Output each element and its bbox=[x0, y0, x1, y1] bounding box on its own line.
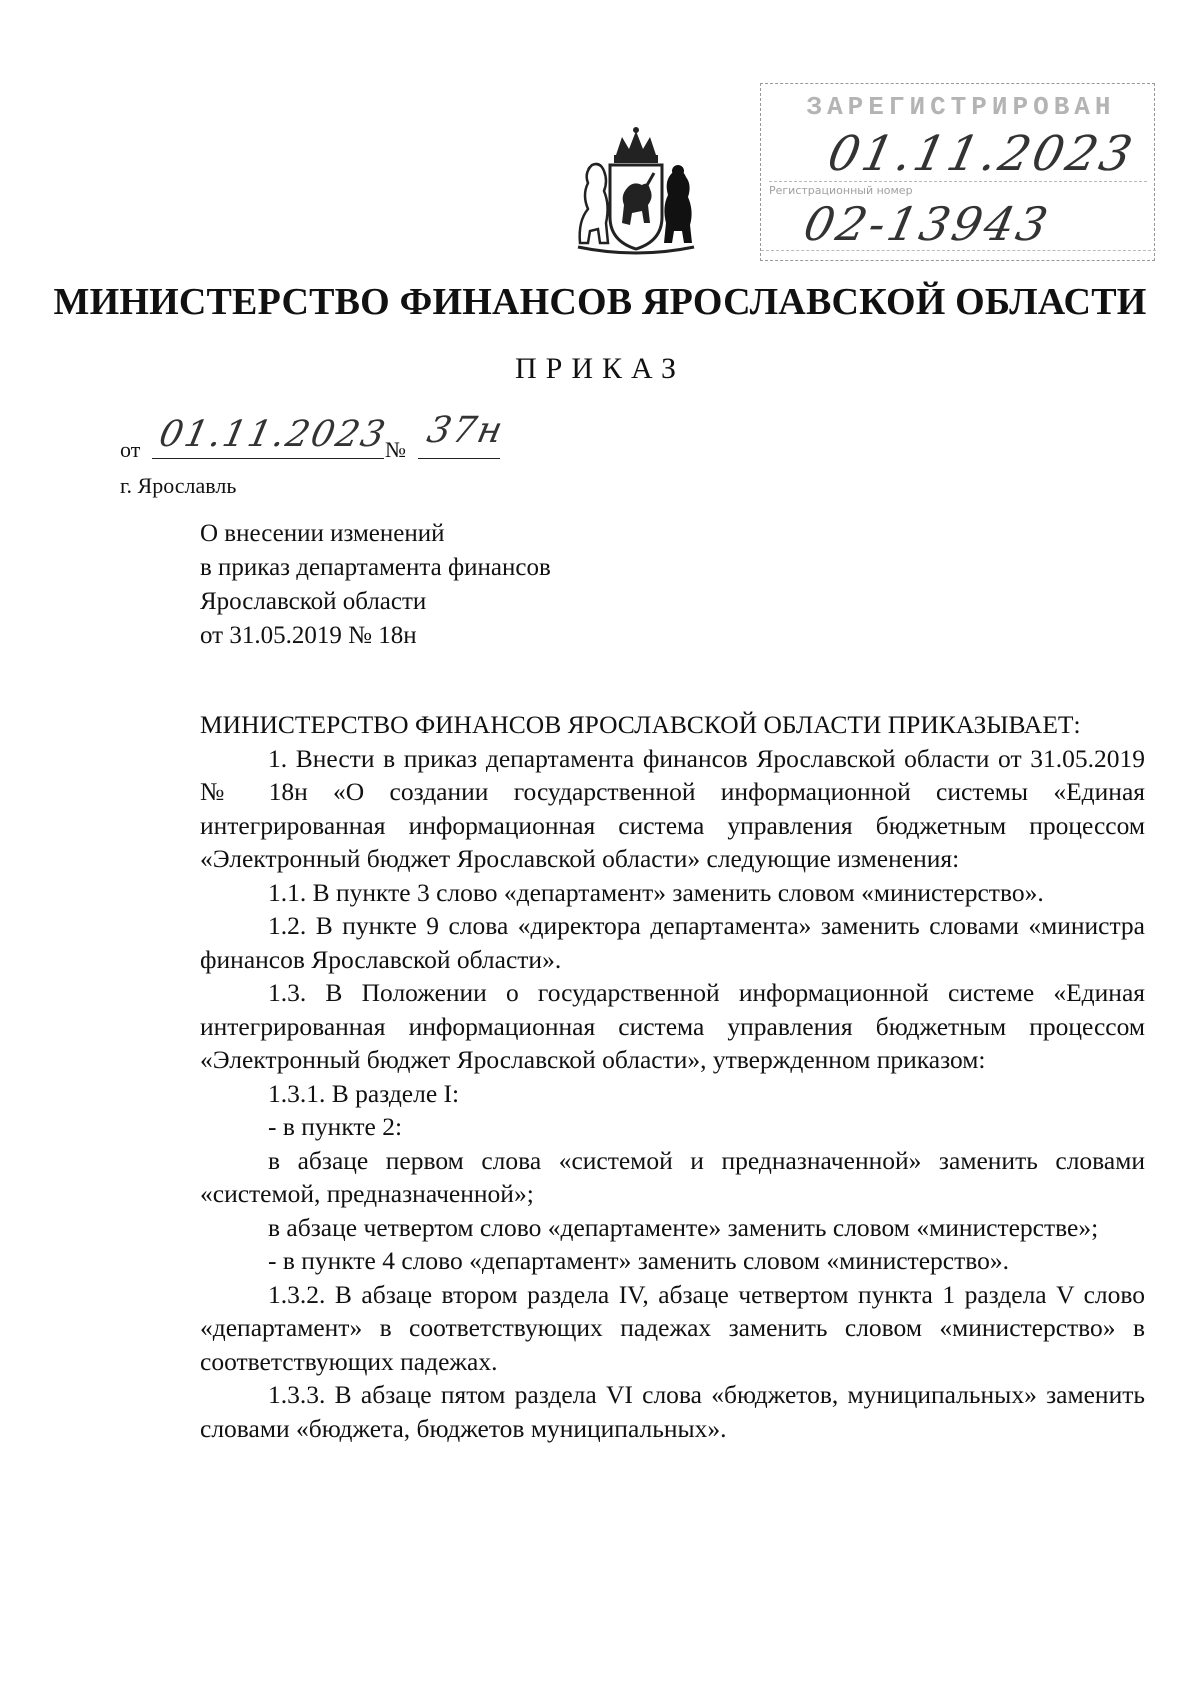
registration-stamp bbox=[760, 83, 1155, 261]
subject-line: в приказ департамента финансов bbox=[200, 554, 551, 581]
stamp-caption: Регистрационный номер bbox=[769, 181, 1147, 197]
order-subject bbox=[200, 517, 551, 653]
paragraph-abzats-1: в абзаце первом слова «системой и предназначенной» заменить словами «системой, предназначенной»; bbox=[200, 1145, 1145, 1208]
city: г. Ярославль bbox=[120, 473, 237, 498]
number-label: № bbox=[385, 437, 406, 462]
subject-line: О внесении изменений bbox=[200, 520, 445, 547]
paragraph-1: 1. Внести в приказ департамента финансов Ярославской области от 31.05.2019 № 18н «О создании государственной информационной системы «Единая интегрированная информационная система управления бюджетным процессом «Электронный бюджет Ярославской области» следующие изменения: bbox=[200, 743, 1145, 873]
preamble: МИНИСТЕРСТВО ФИНАНСОВ ЯРОСЛАВСКОЙ ОБЛАСТИ ПРИКАЗЫВАЕТ: bbox=[200, 710, 1081, 739]
paragraph-1-3-1: 1.3.1. В разделе I: bbox=[268, 1078, 460, 1108]
paragraph-item-4: - в пункте 4 слово «департамент» заменить словом «министерство». bbox=[268, 1246, 1009, 1275]
stamp-handwritten-date: 01.11.2023 bbox=[823, 126, 1140, 182]
order-number: 37н bbox=[423, 410, 508, 451]
document-type: ПРИКАЗ bbox=[515, 352, 685, 385]
stamp-title: ЗАРЕГИСТРИРОВАН bbox=[806, 92, 1116, 122]
order-body bbox=[200, 708, 1145, 1445]
subject-line: от 31.05.2019 № 18н bbox=[200, 622, 417, 649]
stamp-divider bbox=[761, 250, 1156, 251]
paragraph-item-2: - в пункте 2: bbox=[268, 1112, 403, 1141]
paragraph-1-3-2: 1.3.2. В абзаце втором раздела IV, абзаце четвертом пункта 1 раздела V слово «департамент» в соответствующих падежах заменить словом «министерство» в соответствующих падежах. bbox=[200, 1279, 1145, 1376]
coat-of-arms-icon bbox=[574, 125, 698, 257]
stamp-handwritten-number: 02-13943 bbox=[799, 197, 1056, 251]
paragraph-1-2: 1.2. В пункте 9 слова «директора департамента» заменить словами «министра финансов Ярославской области». bbox=[200, 911, 1145, 974]
paragraph-abzats-4: в абзаце четвертом слово «департаменте» заменить словом «министерстве»; bbox=[268, 1212, 1099, 1242]
paragraph-1-3: 1.3. В Положении о государственной информационной системе «Единая интегрированная информационная система управления бюджетным процессом «Электронный бюджет Ярославской области», утвержденном приказом: bbox=[200, 978, 1145, 1074]
ministry-title: МИНИСТЕРСТВО ФИНАНСОВ ЯРОСЛАВСКОЙ ОБЛАСТИ bbox=[53, 281, 1147, 323]
from-label: от bbox=[120, 437, 141, 462]
order-date: 01.11.2023 bbox=[155, 414, 391, 455]
paragraph-1-1: 1.1. В пункте 3 слово «департамент» заменить словом «министерство». bbox=[268, 877, 1044, 907]
subject-line: Ярославской области bbox=[200, 588, 427, 615]
paragraph-1-3-3: 1.3.3. В абзаце пятом раздела VI слова «бюджетов, муниципальных» заменить словами «бюджета, бюджетов муниципальных». bbox=[200, 1380, 1145, 1443]
